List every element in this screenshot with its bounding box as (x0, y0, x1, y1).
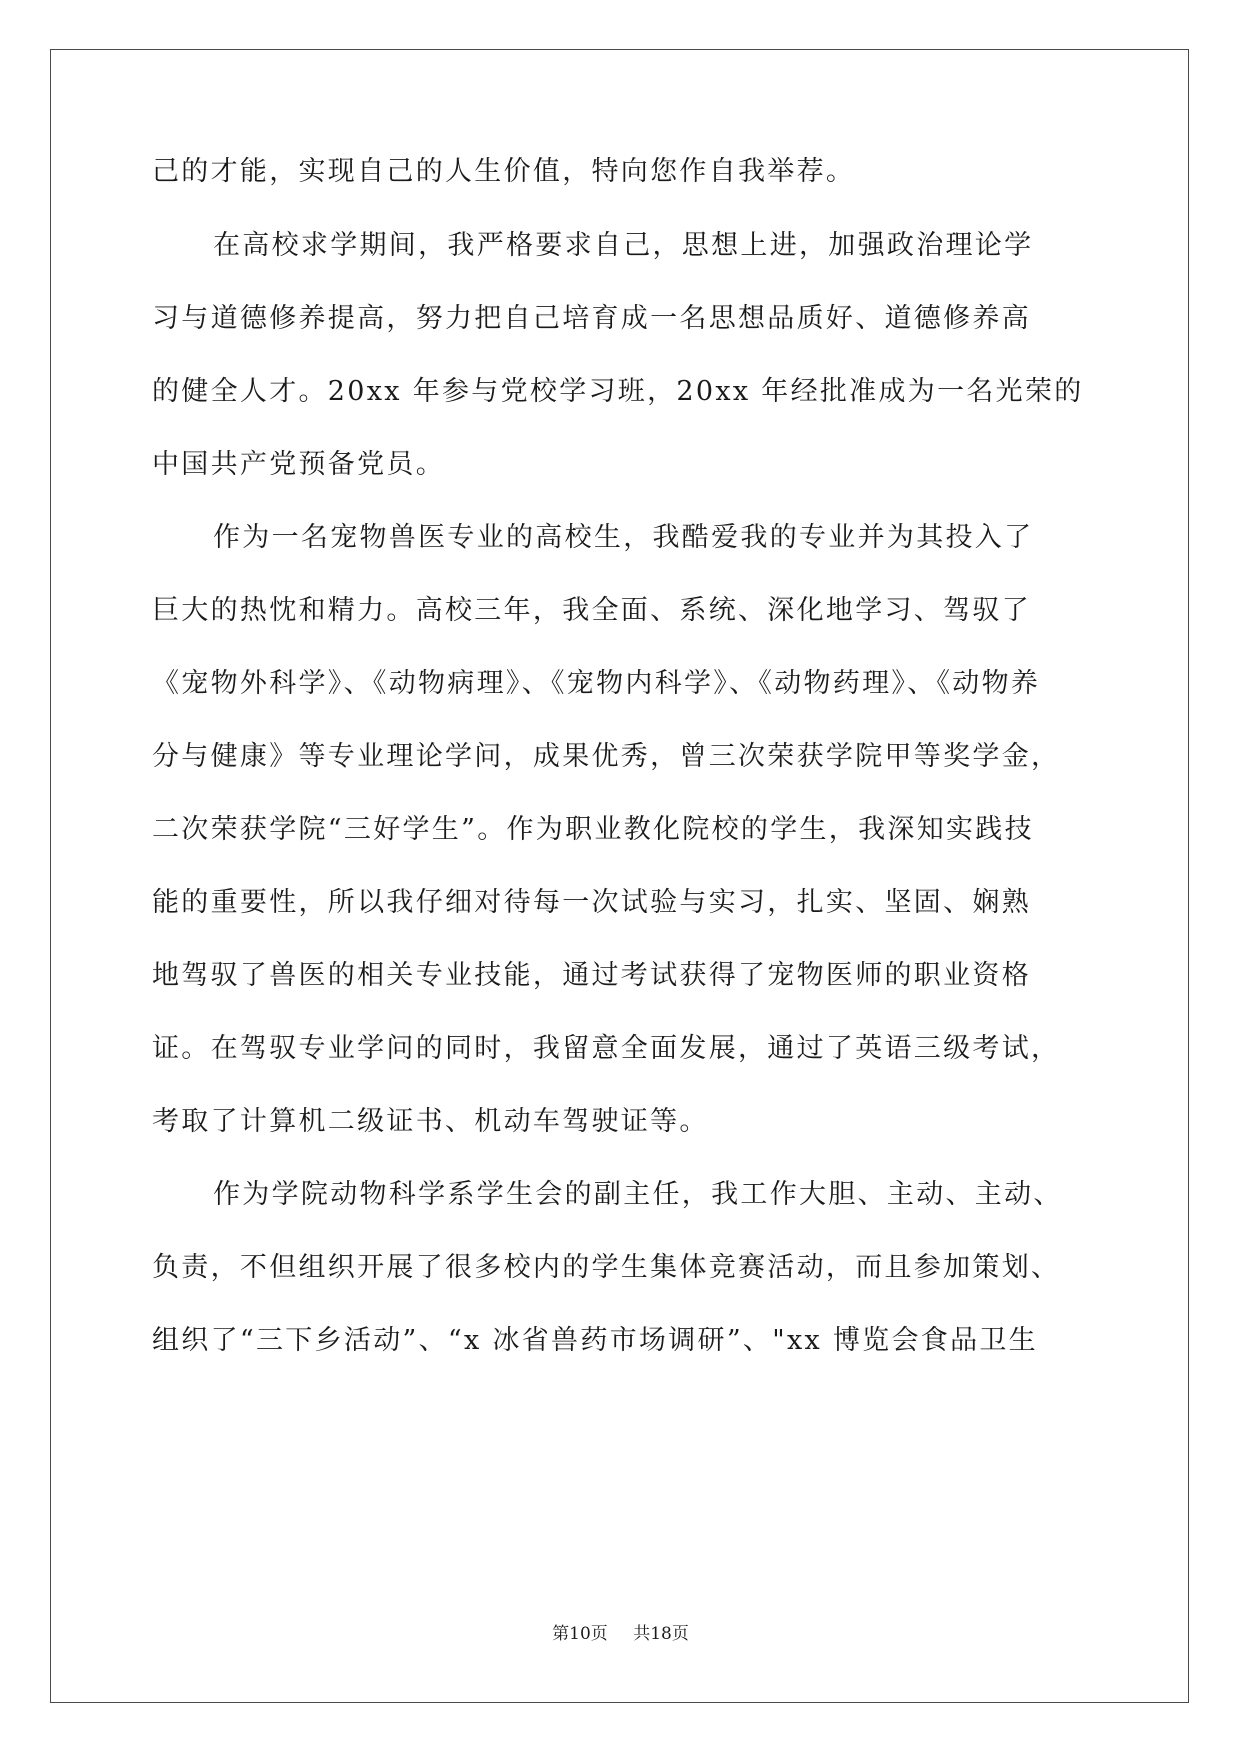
text-line: 能的重要性，所以我仔细对待每一次试验与实习，扎实、坚固、娴熟 (152, 887, 1031, 918)
paragraph-start-line: 在高校求学期间，我严格要求自己，思想上进，加强政治理论学 (213, 230, 1034, 261)
text-line: 负责，不但组织开展了很多校内的学生集体竞赛活动，而且参加策划、 (152, 1252, 1061, 1283)
text-line: 的健全人才。20xx 年参与党校学习班，20xx 年经批准成为一名光荣的 (152, 376, 1084, 407)
text-line: 组织了“三下乡活动”、“x 冰省兽药市场调研”、"xx 博览会食品卫生 (152, 1325, 1038, 1356)
text-line: 考取了计算机二级证书、机动车驾驶证等。 (152, 1106, 709, 1137)
page-footer (0, 1619, 1241, 1644)
page-border (50, 49, 1189, 1703)
page-number: 第10页 (552, 1624, 608, 1644)
text-line: 地驾驭了兽医的相关专业技能，通过考试获得了宠物医师的职业资格 (152, 960, 1031, 991)
text-line: 中国共产党预备党员。 (152, 449, 445, 480)
text-line: 习与道德修养提高，努力把自己培育成一名思想品质好、道德修养高 (152, 303, 1031, 334)
text-line: 二次荣获学院“三好学生”。作为职业教化院校的学生，我深知实践技 (152, 814, 1034, 845)
text-line: 证。在驾驭专业学问的同时，我留意全面发展，通过了英语三级考试， (152, 1033, 1061, 1064)
page-total: 共18页 (633, 1624, 689, 1644)
text-line: 己的才能，实现自己的人生价值，特向您作自我举荐。 (152, 156, 856, 187)
text-line: 巨大的热忱和精力。高校三年，我全面、系统、深化地学习、驾驭了 (152, 595, 1031, 626)
paragraph-start-line: 作为学院动物科学系学生会的副主任，我工作大胆、主动、主动、 (213, 1179, 1063, 1210)
text-line: 《宠物外科学》、《动物病理》、《宠物内科学》、《动物药理》、《动物养 (152, 668, 1041, 699)
text-line: 分与健康》等专业理论学问，成果优秀，曾三次荣获学院甲等奖学金， (152, 741, 1061, 772)
paragraph-start-line: 作为一名宠物兽医专业的高校生，我酷爱我的专业并为其投入了 (213, 522, 1034, 553)
